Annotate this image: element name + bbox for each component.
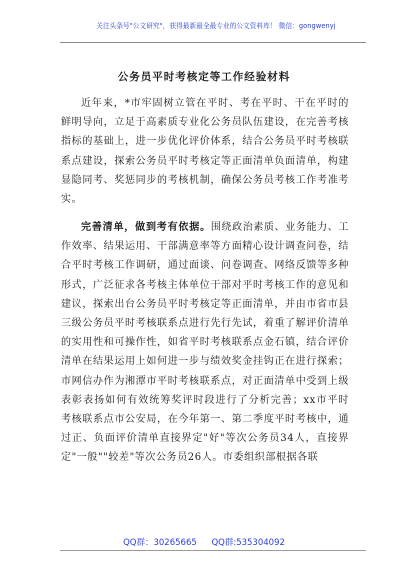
- footer-qq-group-1: QQ群：30265665: [123, 538, 197, 548]
- paragraph-intro: 近年来，*市牢固树立管在平时、考在平时、干在平时的鲜明导向，立足于高素质专业化公务员队伍建设，在完善考核指标的基础上，进一步优化评价体系，结合公务员平时考核联系点建设，探索公务员平时考核定等正面清单负面清单，构建显隐同考、奖惩同步的考核机制，确保公务员考核工作考准考实。: [61, 98, 349, 206]
- header-banner: 关注头条号"公文研究"，获得最新最全最专业的公文资料库！ 微信：gongwenyj: [96, 22, 336, 30]
- footer-contacts: [0, 536, 408, 548]
- paragraph-lead-heading: 完善清单，做到考有依据。: [81, 222, 211, 233]
- paragraph-checklist: [61, 218, 349, 526]
- header-divider: [60, 42, 366, 43]
- footer-qq-group-2: QQ群:535304092: [211, 538, 285, 548]
- footer-divider: [60, 550, 366, 551]
- paragraph-body: 围绕政治素质、业务能力、工作效率、结果运用、干部满意率等方面精心设计调查问卷，结合平时考核工作调研，通过面谈、问卷调查、网络反馈等多种形式，广泛征求各考核主体单位干部对平时考核工作的意见和建议，探索出台公务员平时考核定等正面清单，并由市省市县三级公务员平时考核联系点进行先行先试，着重了解评价清单的实用性和可操作性，如省平时考核联系点金石镇，结合评价清单在结果运用上如何进一步与绩效奖金挂钩正在进行探索；市网信办作为湘潭市平时考核联系点，对正面清单中受到上级表彰表扬如何有效统筹奖评时段进行了分析完善；xx市平时考核联系点市公安局，在今年第一、第二季度平时考核中，通过正、负面评价清单直接界定"好"等次公务员34人，直接界定"一般""较差"等次公务员26人。市委组织部根据各联: [61, 222, 349, 464]
- document-title: 公务员平时考核定等工作经验材料: [117, 71, 291, 83]
